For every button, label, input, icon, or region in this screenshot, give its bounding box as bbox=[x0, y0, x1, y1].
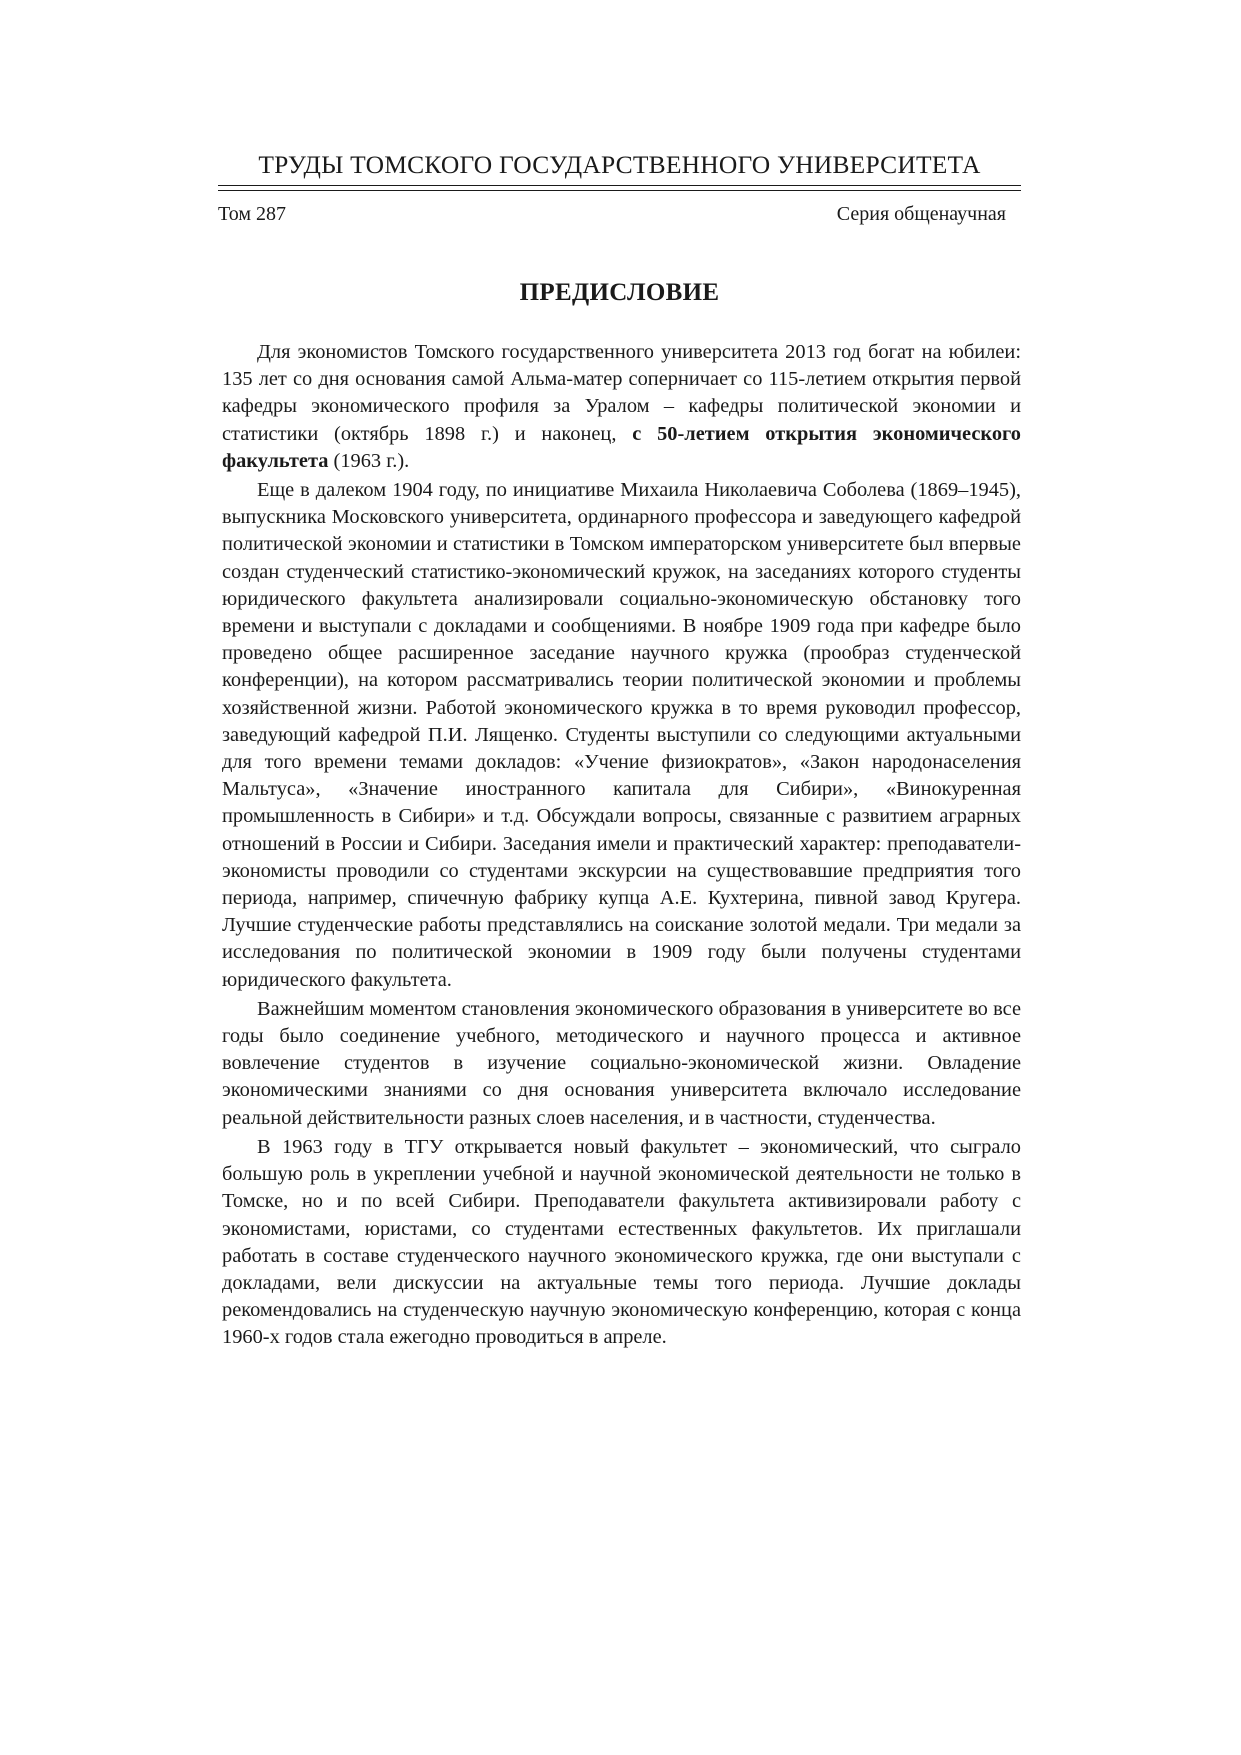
paragraph-4: В 1963 году в ТГУ открывается новый факультет – экономический, что сыграло большую роль в укреплении учебной и научной экономической деятельности не только в Томске, но и по всей Сибири. Преподаватели факультета активизировали работу с экономистами, юристами, со студентами естественных факультетов. Их приглашали работать в составе студенческого научного экономического кружка, где они выступали с докладами, вели дискуссии на актуальные темы того периода. Лучшие доклады рекомендовались на студенческую научную экономическую конференцию, которая с конца 1960-х годов стала ежегодно проводиться в апреле. bbox=[222, 1135, 1021, 1349]
paragraph-1 bbox=[222, 339, 1021, 475]
paragraph-1-bold: с 50-летием открытия экономического факультета bbox=[222, 422, 1021, 472]
series-label: Серия общенаучная bbox=[836, 203, 1006, 225]
article-body bbox=[222, 339, 1021, 1354]
header-rule-bottom bbox=[218, 190, 1021, 191]
article-heading: ПРЕДИСЛОВИЕ bbox=[519, 279, 720, 306]
paragraph-3: Важнейшим моментом становления экономического образования в университете во все годы было соединение учебного, методического и научного процесса и активное вовлечение студентов в изучение социально-экономической жизни. Овладение экономическими знаниями со дня основания университета включало исследование реальной действительности разных слоев населения, и в частности, студенчества. bbox=[222, 997, 1021, 1129]
header-rule-top bbox=[218, 185, 1021, 186]
paragraph-1-start: Для экономистов Томского государственного университета 2013 год богат на юбилеи: 135 лет со дня основания самой Альма-матер соперничает со 115-летием открытия первой кафедры экономического профиля за Уралом – кафедры политической экономии и статистики (октябрь 1898 г.) и наконец, bbox=[222, 341, 1021, 445]
journal-title: ТРУДЫ ТОМСКОГО ГОСУДАРСТВЕННОГО УНИВЕРСИТЕТА bbox=[258, 150, 981, 179]
paragraph-1-end: (1963 г.). bbox=[328, 449, 410, 472]
paragraph-2: Еще в далеком 1904 году, по инициативе Михаила Николаевича Соболева (1869–1945), выпускника Московского университета, ординарного профессора и заведующего кафедрой политической экономии и статистики в Томском императорском университете был впервые создан студенческий статистико-экономический кружок, на заседаниях которого студенты юридического факультета анализировали социально-экономическую обстановку того времени и выступали с докладами и сообщениями. В ноябре 1909 года при кафедре было проведено общее расширенное заседание научного кружка (прообраз студенческой конференции), на котором рассматривались теории политической экономии и проблемы хозяйственной жизни. Работой экономического кружка в то время руководил профессор, заведующий кафедрой П.И. Лященко. Студенты выступили со следующими актуальными для того времени темами докладов: «Учение физиократов», «Закон народонаселения Мальтуса», «Значение иностранного капитала для Сибири», «Винокуренная промышленность в Сибири» и т.д. Обсуждали вопросы, связанные с развитием аграрных отношений в России и Сибири. Заседания имели и практический характер: преподаватели-экономисты проводили со студентами экскурсии на существовавшие предприятия того периода, например, спичечную фабрику купца А.Е. Кухтерина, пивной завод Кругера. Лучшие студенческие работы представлялись на соискание золотой медали. Три медали за исследования по политической экономии в 1909 году были получены студентами юридического факультета. bbox=[222, 479, 1021, 991]
volume-label: Том 287 bbox=[218, 203, 286, 225]
